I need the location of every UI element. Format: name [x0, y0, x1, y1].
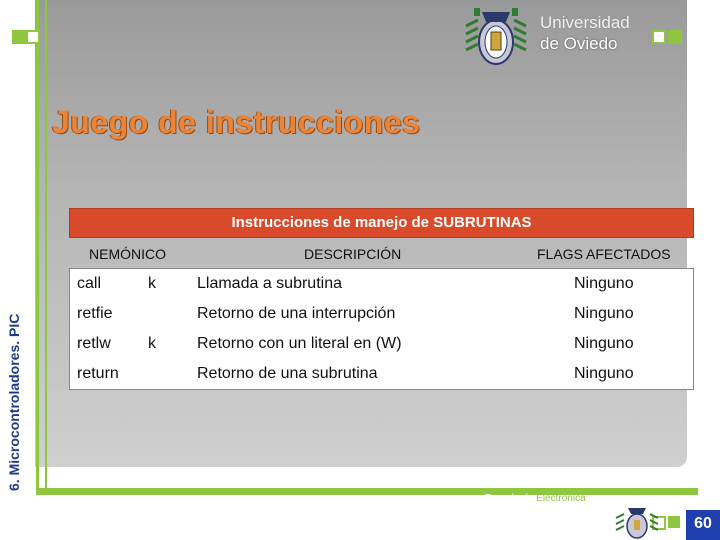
description-cell: Retorno de una interrupción — [197, 305, 396, 322]
mnemonic-cell: retlw — [77, 335, 111, 352]
university-name-line2: de Oviedo — [540, 34, 618, 53]
table-body — [69, 268, 694, 390]
flags-cell: Ninguno — [574, 275, 634, 292]
flags-cell: Ninguno — [574, 365, 634, 382]
flags-cell: Ninguno — [574, 305, 634, 322]
mnemonic-cell: return — [77, 365, 119, 382]
footer-caption-part2: Electrónica — [536, 493, 586, 504]
university-name — [540, 12, 630, 54]
decorative-square — [652, 30, 666, 44]
table-row — [70, 269, 693, 299]
table-row — [70, 329, 693, 359]
university-crest-icon — [460, 6, 532, 68]
column-header-flags: FLAGS AFECTADOS — [537, 246, 671, 262]
instruction-table — [69, 208, 694, 390]
operand-cell: k — [148, 335, 156, 352]
table-row — [70, 299, 693, 329]
table-row — [70, 359, 693, 389]
page-number-badge: 60 — [686, 510, 720, 540]
operand-cell: k — [148, 275, 156, 292]
side-section-label: 6. Microcontroladores. PIC — [6, 313, 22, 491]
footer-caption-part1: Tecnología — [485, 493, 537, 504]
page-title: Juego de instrucciones — [52, 104, 421, 140]
decorative-square — [668, 516, 680, 528]
table-header-row — [69, 240, 694, 268]
decorative-square — [12, 30, 26, 44]
decorative-square — [668, 30, 682, 44]
description-cell: Retorno de una subrutina — [197, 365, 378, 382]
footer-bar — [36, 488, 698, 495]
mnemonic-cell: call — [77, 275, 102, 292]
description-cell: Llamada a subrutina — [197, 275, 342, 292]
footer-caption — [485, 493, 586, 504]
university-name-line1: Universidad — [540, 13, 630, 32]
column-header-mnemonic: NEMÓNICO — [89, 246, 166, 262]
accent-line — [36, 0, 39, 490]
decorative-square — [26, 30, 40, 44]
flags-cell: Ninguno — [574, 335, 634, 352]
table-title: Instrucciones de manejo de SUBRUTINAS — [69, 208, 694, 238]
mnemonic-cell: retfie — [77, 305, 113, 322]
university-crest-icon — [612, 506, 662, 540]
column-header-description: DESCRIPCIÓN — [304, 246, 402, 262]
accent-line — [45, 0, 47, 490]
description-cell: Retorno con un literal en (W) — [197, 335, 402, 352]
